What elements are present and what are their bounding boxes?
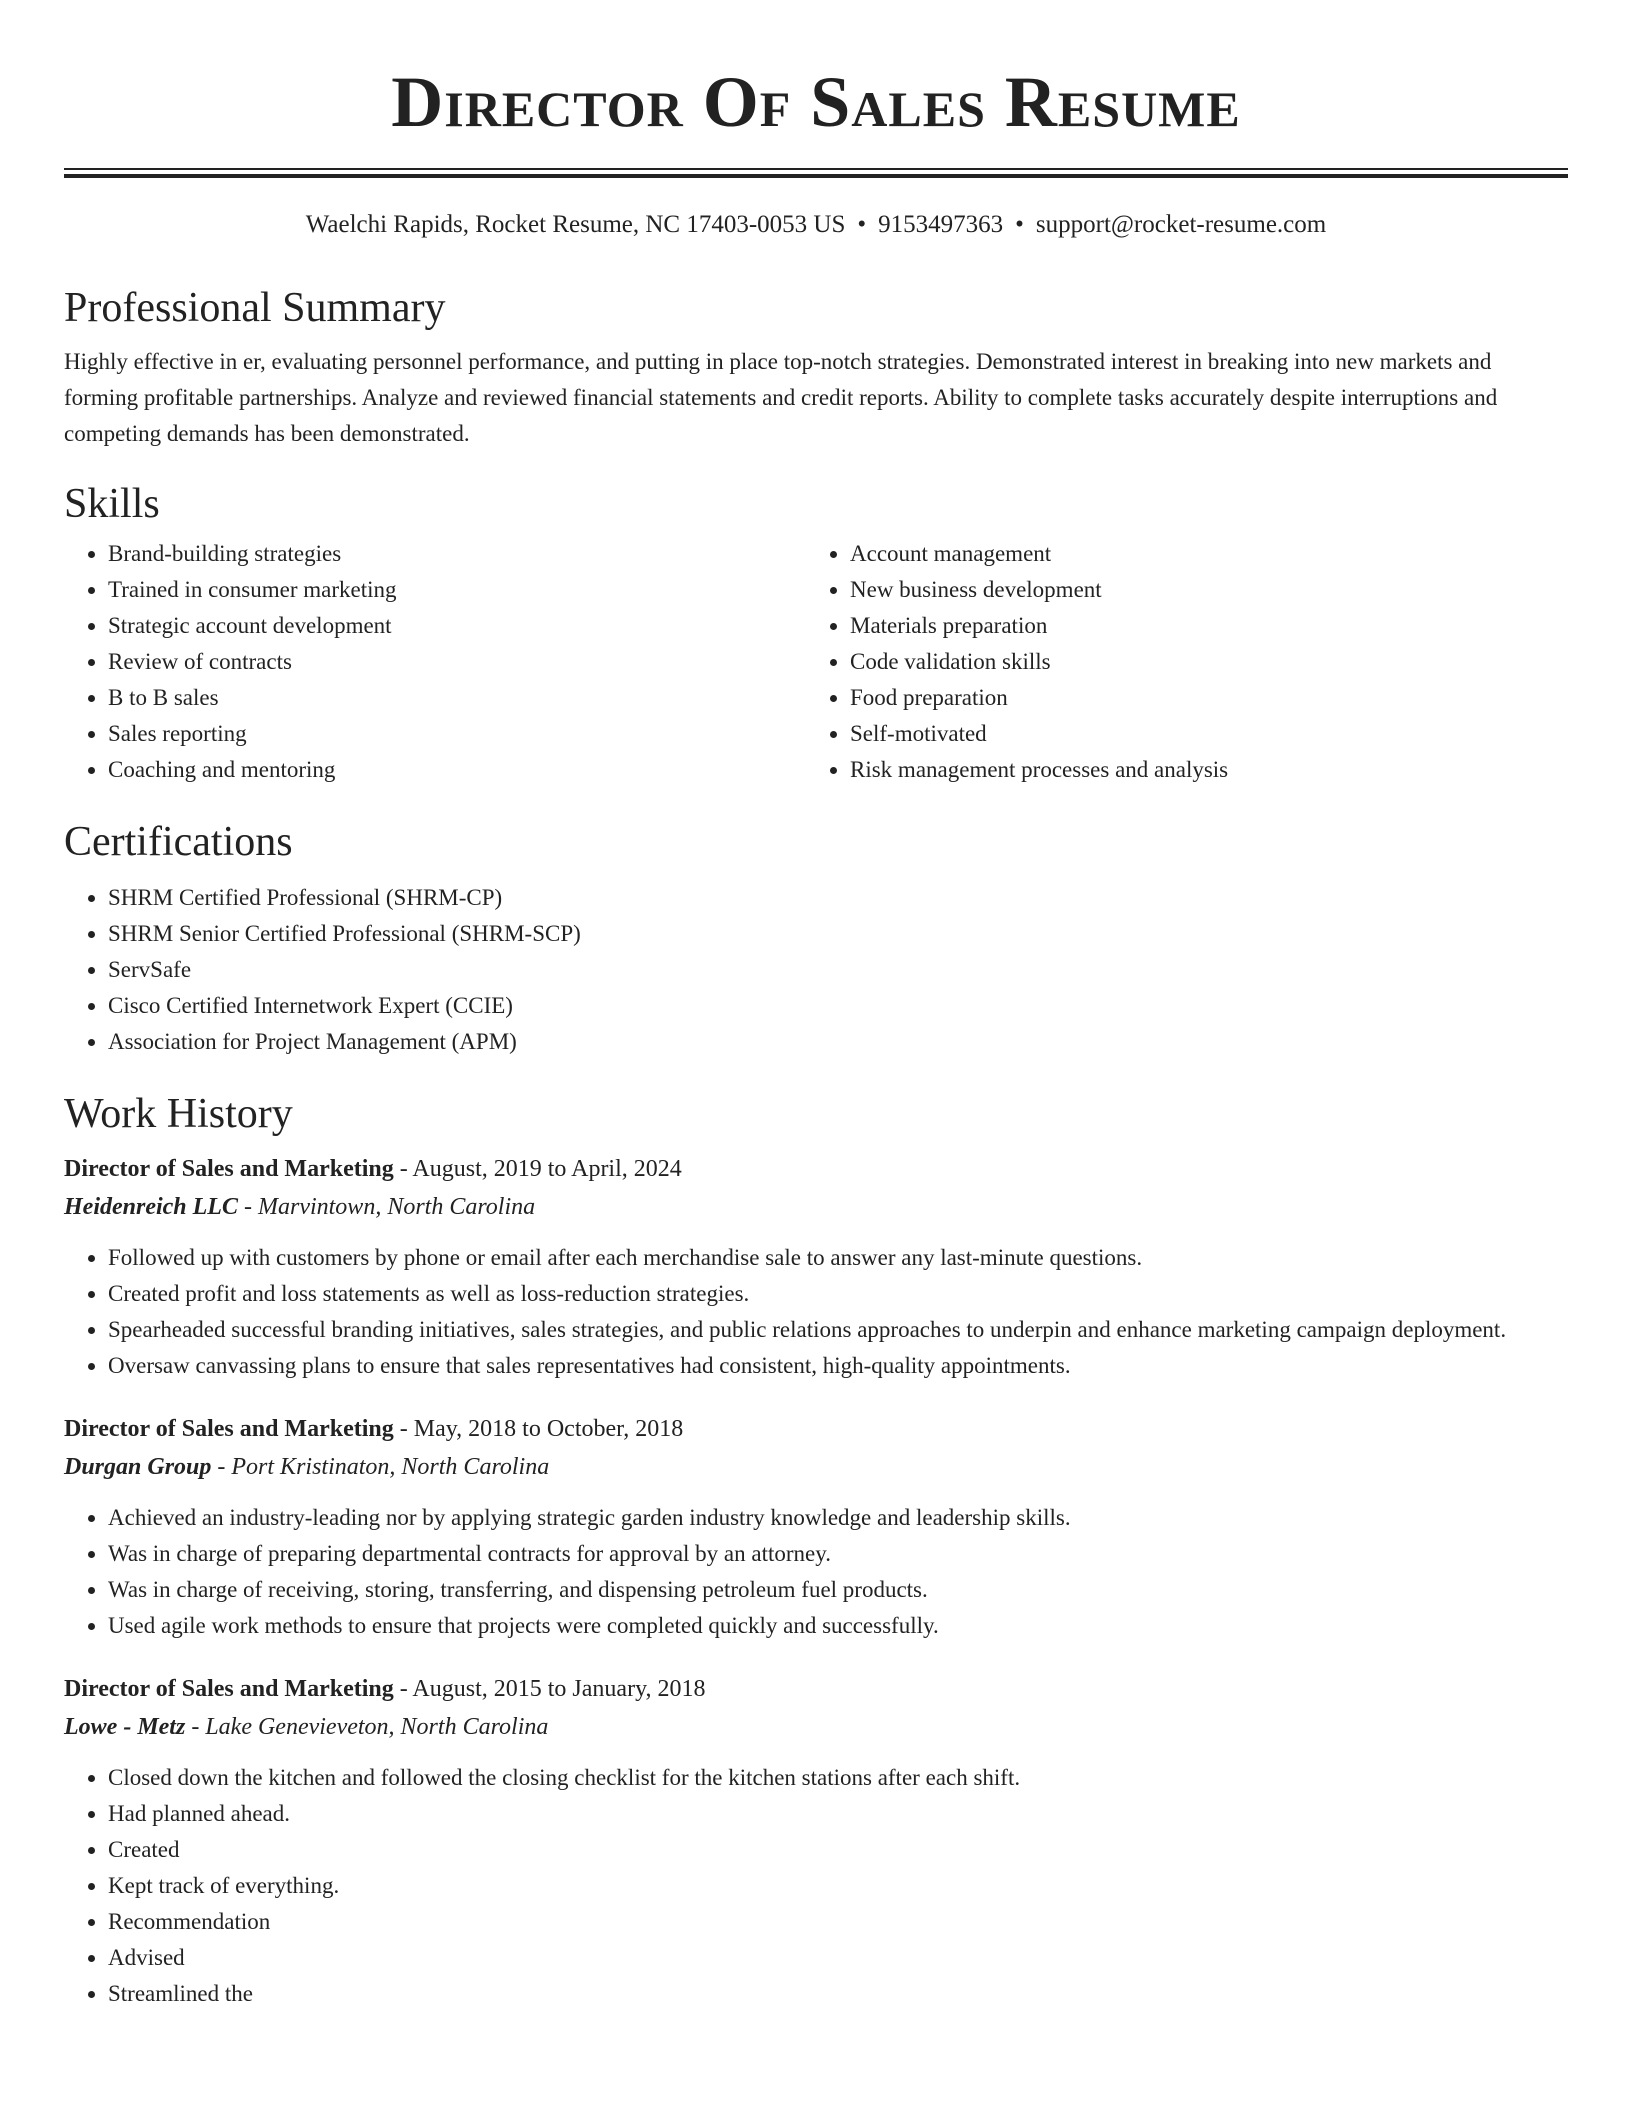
- list-item: • Review of contracts: [108, 644, 806, 680]
- list-item: • Self-motivated: [850, 716, 1548, 752]
- contact-phone: 9153497363: [878, 211, 1004, 238]
- list-item: • Coaching and mentoring: [108, 752, 806, 788]
- job-dates: August, 2019 to April, 2024: [412, 1156, 682, 1182]
- company-name: Durgan Group: [64, 1454, 212, 1480]
- skills-list-right: [806, 536, 1548, 788]
- professional-summary-section: [64, 282, 1568, 452]
- list-item: • Achieved an industry-leading nor by applying strategic garden industry knowledge and leadership skills.: [108, 1500, 1568, 1536]
- company-dash: -: [211, 1454, 232, 1480]
- contact-line: [64, 208, 1568, 242]
- list-item: • Was in charge of receiving, storing, transferring, and dispensing petroleum fuel products.: [108, 1572, 1568, 1608]
- page-title: Director Of Sales Resume: [391, 62, 1241, 142]
- job-heading: [64, 1410, 1568, 1448]
- job-heading: [64, 1670, 1568, 1708]
- list-item: • Created profit and loss statements as well as loss-reduction strategies.: [108, 1276, 1568, 1312]
- job-bullets: [64, 1760, 1568, 2012]
- job-title: Director of Sales and Marketing: [64, 1156, 394, 1182]
- job-title: Director of Sales and Marketing: [64, 1676, 394, 1702]
- company-name: Heidenreich LLC: [64, 1194, 238, 1220]
- list-item: • Materials preparation: [850, 608, 1548, 644]
- job-dates: August, 2015 to January, 2018: [412, 1676, 706, 1702]
- company-location: Lake Genevieveton, North Carolina: [205, 1714, 549, 1740]
- list-item: • ServSafe: [108, 952, 1568, 988]
- list-item: • Kept track of everything.: [108, 1868, 1568, 1904]
- list-item: • Spearheaded successful branding initiatives, sales strategies, and public relations approaches to underpin and enhance marketing campaign deployment.: [108, 1312, 1568, 1348]
- company-location: Port Kristinaton, North Carolina: [231, 1454, 550, 1480]
- section-heading-skills: Skills: [64, 481, 160, 527]
- list-item: • Recommendation: [108, 1904, 1568, 1940]
- job-company-line: [64, 1188, 1568, 1226]
- contact-separator: •: [1015, 211, 1024, 238]
- certifications-section: [64, 816, 1568, 1060]
- list-item: • SHRM Senior Certified Professional (SHRM-SCP): [108, 916, 1568, 952]
- job-entry: [64, 1410, 1568, 1644]
- list-item: • Trained in consumer marketing: [108, 572, 806, 608]
- list-item: • Was in charge of preparing departmental contracts for approval by an attorney.: [108, 1536, 1568, 1572]
- skills-list-left: [64, 536, 806, 788]
- section-heading-work-history: Work History: [64, 1091, 293, 1137]
- company-location: Marvintown, North Carolina: [257, 1194, 536, 1220]
- list-item: • Cisco Certified Internetwork Expert (CCIE): [108, 988, 1568, 1024]
- job-dash: -: [393, 1676, 413, 1702]
- work-history-section: [64, 1088, 1568, 2012]
- job-bullets: [64, 1500, 1568, 1644]
- title-divider: [64, 168, 1568, 178]
- list-item: • Account management: [850, 536, 1548, 572]
- resume-page: [64, 0, 1568, 2012]
- job-dash: -: [393, 1416, 414, 1442]
- list-item: • New business development: [850, 572, 1548, 608]
- job-company-line: [64, 1448, 1568, 1486]
- list-item: • Used agile work methods to ensure that projects were completed quickly and successfully.: [108, 1608, 1568, 1644]
- list-item: • Code validation skills: [850, 644, 1548, 680]
- list-item: • Closed down the kitchen and followed the closing checklist for the kitchen stations after each shift.: [108, 1760, 1568, 1796]
- list-item: • Food preparation: [850, 680, 1548, 716]
- section-heading-certifications: Certifications: [64, 819, 293, 865]
- list-item: • Risk management processes and analysis: [850, 752, 1548, 788]
- jobs-list: [64, 1150, 1568, 2012]
- skills-section: [64, 478, 1568, 788]
- skills-grid: [64, 536, 1568, 788]
- company-name: Lowe - Metz: [64, 1714, 186, 1740]
- list-item: • Followed up with customers by phone or email after each merchandise sale to answer any last-minute questions.: [108, 1240, 1568, 1276]
- list-item: • Advised: [108, 1940, 1568, 1976]
- contact-email[interactable]: support@rocket-resume.com: [1035, 211, 1327, 238]
- job-title: Director of Sales and Marketing: [64, 1416, 394, 1442]
- contact-address: Waelchi Rapids, Rocket Resume, NC 17403-0053 US: [305, 211, 846, 238]
- list-item: • Strategic account development: [108, 608, 806, 644]
- list-item: • Oversaw canvassing plans to ensure that sales representatives had consistent, high-quality appointments.: [108, 1348, 1568, 1384]
- list-item: • Association for Project Management (APM): [108, 1024, 1568, 1060]
- job-entry: [64, 1150, 1568, 1384]
- list-item: • Created: [108, 1832, 1568, 1868]
- summary-text: Highly effective in er, evaluating personnel performance, and putting in place top-notch strategies. Demonstrated interest in breaking into new markets and forming profitable partnerships. Analyze and reviewed financial statements and credit reports. Ability to complete tasks accurately despite interruptions and competing demands has been demonstrated.: [64, 349, 1498, 446]
- list-item: • Had planned ahead.: [108, 1796, 1568, 1832]
- job-dash: -: [393, 1156, 413, 1182]
- list-item: • SHRM Certified Professional (SHRM-CP): [108, 880, 1568, 916]
- list-item: • Sales reporting: [108, 716, 806, 752]
- job-entry: [64, 1670, 1568, 2012]
- skills-column-right: [806, 536, 1548, 788]
- section-heading-summary: Professional Summary: [64, 285, 446, 331]
- job-dates: May, 2018 to October, 2018: [413, 1416, 684, 1442]
- job-company-line: [64, 1708, 1568, 1746]
- skills-column-left: [64, 536, 806, 788]
- list-item: • B to B sales: [108, 680, 806, 716]
- certifications-list: [64, 880, 1568, 1060]
- contact-separator: •: [857, 211, 867, 238]
- list-item: • Streamlined the: [108, 1976, 1568, 2012]
- job-bullets: [64, 1240, 1568, 1384]
- job-heading: [64, 1150, 1568, 1188]
- list-item: • Brand-building strategies: [108, 536, 806, 572]
- company-dash: -: [185, 1714, 206, 1740]
- company-dash: -: [237, 1194, 258, 1220]
